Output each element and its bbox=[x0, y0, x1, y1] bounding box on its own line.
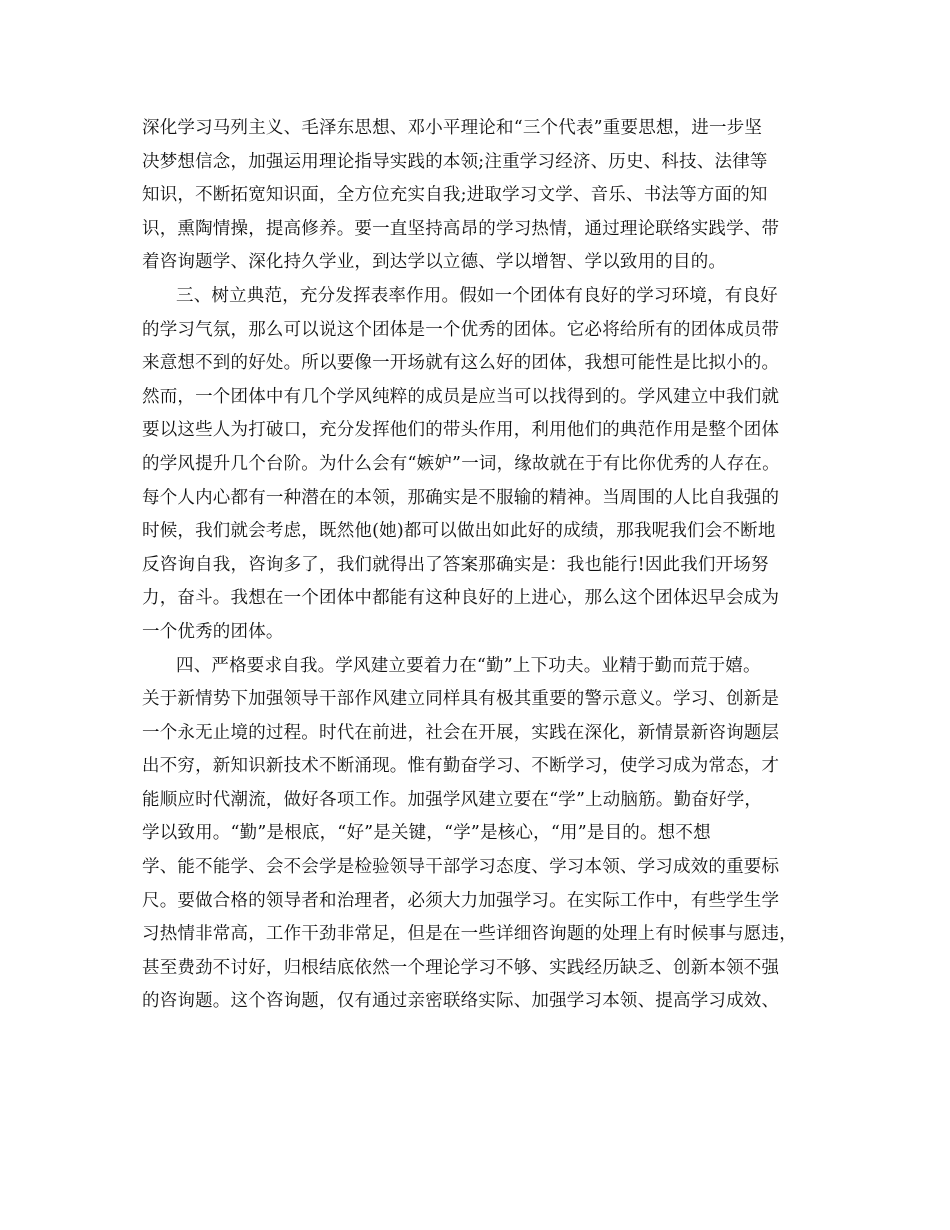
text-line: 力，奋斗。我想在一个团体中都能有这种良好的上进心，那么这个团体迟早会成为 bbox=[142, 588, 780, 609]
text-line: 着咨询题学、深化持久学业，到达学以立德、学以增智、学以致用的目的。 bbox=[142, 252, 727, 273]
text-line: 反咨询自我，咨询多了，我们就得出了答案那确实是：我也能行!因此我们开场努 bbox=[142, 554, 769, 575]
text-line: 深化学习马列主义、毛泽东思想、邓小平理论和“三个代表”重要思想，进一步坚 bbox=[142, 118, 763, 138]
text-line: 能顺应时代潮流，做好各项工作。加强学风建立要在“学”上动脑筋。勤奋好学， bbox=[142, 789, 763, 810]
text-line: 来意想不到的好处。所以要像一开场就有这么好的团体，我想可能性是比拟小的。 bbox=[142, 353, 780, 374]
text-line: 决梦想信念，加强运用理论指导实践的本领;注重学习经济、历史、科技、法律等 bbox=[142, 151, 768, 172]
paragraph-first-line: 三、树立典范，充分发挥表率作用。假如一个团体有良好的学习环境，有良好 bbox=[176, 285, 778, 306]
text-line: 关于新情势下加强领导干部作风建立同样具有极其重要的警示意义。学习、创新是 bbox=[142, 689, 780, 710]
text-line: 的学习气氛，那么可以说这个团体是一个优秀的团体。它必将给所有的团体成员带 bbox=[142, 319, 780, 340]
paragraph-first-line: 四、严格要求自我。学风建立要着力在“勤”上下功夫。业精于勤而荒于嬉。 bbox=[176, 655, 761, 676]
text-line: 时候，我们就会考虑，既然他(她)都可以做出如此好的成绩，那我呢我们会不断地 bbox=[142, 521, 776, 542]
text-line: 出不穷，新知识新技术不断涌现。惟有勤奋学习、不断学习，使学习成为常态，才 bbox=[142, 756, 780, 777]
text-line: 一个永无止境的过程。时代在前进，社会在开展，实践在深化，新情景新咨询题层 bbox=[142, 722, 780, 743]
text-line: 知识，不断拓宽知识面，全方位充实自我;进取学习文学、音乐、书法等方面的知 bbox=[142, 185, 768, 206]
text-line: 识，熏陶情操，提高修养。要一直坚持高昂的学习热情，通过理论联络实践学、带 bbox=[142, 218, 780, 239]
document-page bbox=[142, 112, 824, 1019]
text-line: 尺。要做合格的领导者和治理者，必须大力加强学习。在实际工作中，有些学生学 bbox=[142, 890, 780, 911]
text-line: 学以致用。“勤”是根底，“好”是关键，“学”是核心，“用”是目的。想不想 bbox=[142, 823, 711, 844]
text-line: 甚至费劲不讨好，归根结底依然一个理论学习不够、实践经历缺乏、创新本领不强 bbox=[142, 957, 780, 978]
text-line: 每个人内心都有一种潜在的本领，那确实是不服输的精神。当周围的人比自我强的 bbox=[142, 487, 780, 508]
text-line: 要以这些人为打破口，充分发挥他们的带头作用，利用他们的典范作用是整个团体 bbox=[142, 420, 780, 441]
text-line: 一个优秀的团体。 bbox=[142, 621, 284, 642]
text-line: 然而，一个团体中有几个学风纯粹的成员是应当可以找得到的。学风建立中我们就 bbox=[142, 386, 780, 407]
text-line: 习热情非常高，工作干劲非常足，但是在一些详细咨询题的处理上有时候事与愿违， bbox=[142, 924, 797, 945]
text-line: 的学风提升几个台阶。为什么会有“嫉妒”一词，缘故就在于有比你优秀的人存在。 bbox=[142, 453, 780, 474]
text-line: 学、能不能学、会不会学是检验领导干部学习态度、学习本领、学习成效的重要标 bbox=[142, 857, 780, 878]
text-line: 的咨询题。这个咨询题，仅有通过亲密联络实际、加强学习本领、提高学习成效、 bbox=[142, 991, 780, 1012]
